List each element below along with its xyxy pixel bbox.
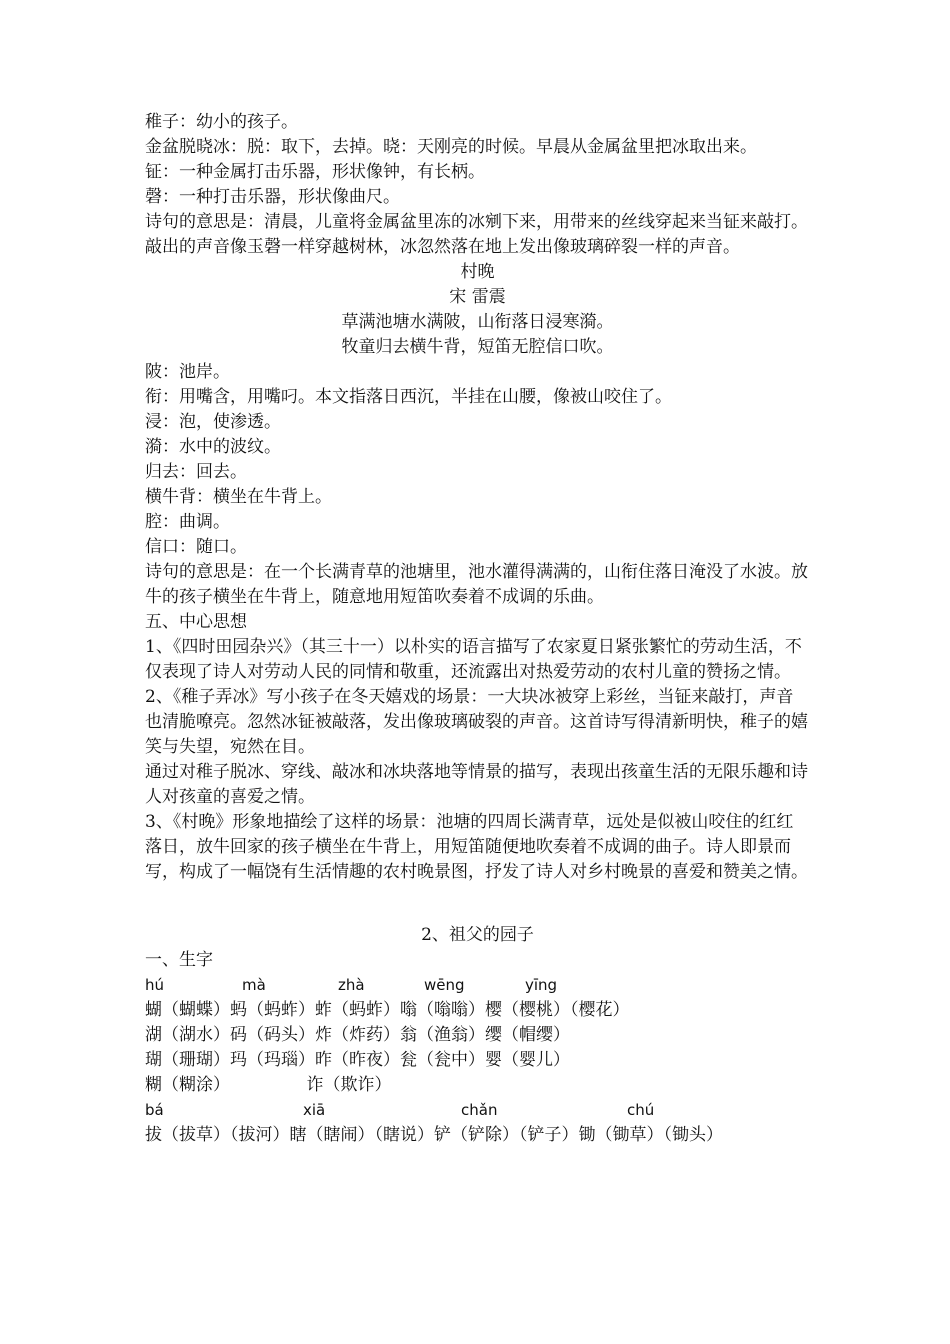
section-heading: 一、生字 — [145, 950, 213, 970]
poem-meaning: 诗句的意思是：在一个长满青草的池塘里，池水灌得满满的，山衔住落日淹没了水波。放牛的孩子横坐在牛背上，随意地用短笛吹奏着不成调的乐曲。 — [145, 562, 808, 607]
pinyin: wēng — [424, 976, 465, 994]
note-line: 横牛背：横坐在牛背上。 — [145, 487, 332, 507]
character-row: 糊（糊涂） 诈（欺诈） — [145, 1075, 392, 1095]
summary-paragraph: 2、《稚子弄冰》写小孩子在冬天嬉戏的场景：一大块冰被穿上彩丝，当钲来敲打，声音也清脆嘹亮。忽然冰钲被敲落，发出像玻璃破裂的声音。这首诗写得清新明快，稚子的嬉笑与失望，宛然在目。 — [145, 687, 808, 757]
character-row: 拔（拔草）（拔河）瞎（瞎闹）（瞎说）铲（铲除）（铲子）锄（锄草）（锄头） — [145, 1125, 723, 1145]
pinyin: mà — [242, 976, 266, 994]
pinyin: hú — [145, 976, 165, 994]
pinyin: bá — [145, 1101, 164, 1119]
poem-author: 宋 雷震 — [449, 287, 506, 307]
note-line: 归去：回去。 — [145, 462, 247, 482]
poem-line: 草满池塘水满陂，山衔落日浸寒漪。 — [341, 312, 614, 332]
poem-line: 牧童归去横牛背，短笛无腔信口吹。 — [341, 337, 614, 357]
note-line: 衔：用嘴含，用嘴叼。本文指落日西沉，半挂在山腰，像被山咬住了。 — [145, 387, 672, 407]
note-line: 磬：一种打击乐器，形状像曲尺。 — [145, 187, 400, 207]
character-row: 蝴（蝴蝶）蚂（蚂蚱）蚱（蚂蚱）嗡（嗡嗡）樱（樱桃）（樱花） — [145, 1000, 630, 1020]
pinyin: zhà — [338, 976, 365, 994]
lesson-title: 2、祖父的园子 — [421, 925, 534, 945]
poem-title: 村晚 — [460, 262, 495, 282]
pinyin: yīng — [525, 976, 558, 994]
note-line: 浸：泡，使渗透。 — [145, 412, 281, 432]
pinyin: xiā — [303, 1101, 326, 1119]
note-line: 陂：池岸。 — [145, 362, 230, 382]
document-page — [145, 110, 810, 1148]
pinyin: chǎn — [461, 1101, 498, 1119]
section-heading: 五、中心思想 — [145, 612, 247, 632]
summary-paragraph: 通过对稚子脱冰、穿线、敲冰和冰块落地等情景的描写，表现出孩童生活的无限乐趣和诗人对孩童的喜爱之情。 — [145, 762, 808, 807]
note-line: 腔：曲调。 — [145, 512, 230, 532]
pinyin-row — [145, 973, 810, 998]
pinyin: chú — [627, 1101, 655, 1119]
note-line: 稚子：幼小的孩子。 — [145, 112, 298, 132]
note-line: 钲：一种金属打击乐器，形状像钟，有长柄。 — [145, 162, 485, 182]
character-row: 湖（湖水）码（码头）炸（炸药）翁（渔翁）缨（帽缨） — [145, 1025, 570, 1045]
spacer — [145, 885, 810, 923]
summary-paragraph: 1、《四时田园杂兴》（其三十一）以朴实的语言描写了农家夏日紧张繁忙的劳动生活，不仅表现了诗人对劳动人民的同情和敬重，还流露出对热爱劳动的农村儿童的赞扬之情。 — [145, 637, 802, 682]
note-line: 漪：水中的波纹。 — [145, 437, 281, 457]
summary-paragraph: 3、《村晚》形象地描绘了这样的场景：池塘的四周长满青草，远处是似被山咬住的红红落日，放牛回家的孩子横坐在牛背上，用短笛随便地吹奏着不成调的曲子。诗人即景而写，构成了一幅饶有生活情趣的农村晚景图，抒发了诗人对乡村晚景的喜爱和赞美之情。 — [145, 812, 808, 882]
pinyin-row — [145, 1098, 810, 1123]
note-line: 信口：随口。 — [145, 537, 247, 557]
note-line: 金盆脱晓冰：脱：取下，去掉。晓：天刚亮的时候。早晨从金属盆里把冰取出来。 — [145, 137, 757, 157]
character-row: 瑚（珊瑚）玛（玛瑙）昨（昨夜）瓮（瓮中）婴（婴儿） — [145, 1050, 570, 1070]
poem-meaning: 诗句的意思是：清晨，儿童将金属盆里冻的冰剜下来，用带来的丝线穿起来当钲来敲打。敲出的声音像玉磬一样穿越树林，冰忽然落在地上发出像玻璃碎裂一样的声音。 — [145, 212, 808, 257]
